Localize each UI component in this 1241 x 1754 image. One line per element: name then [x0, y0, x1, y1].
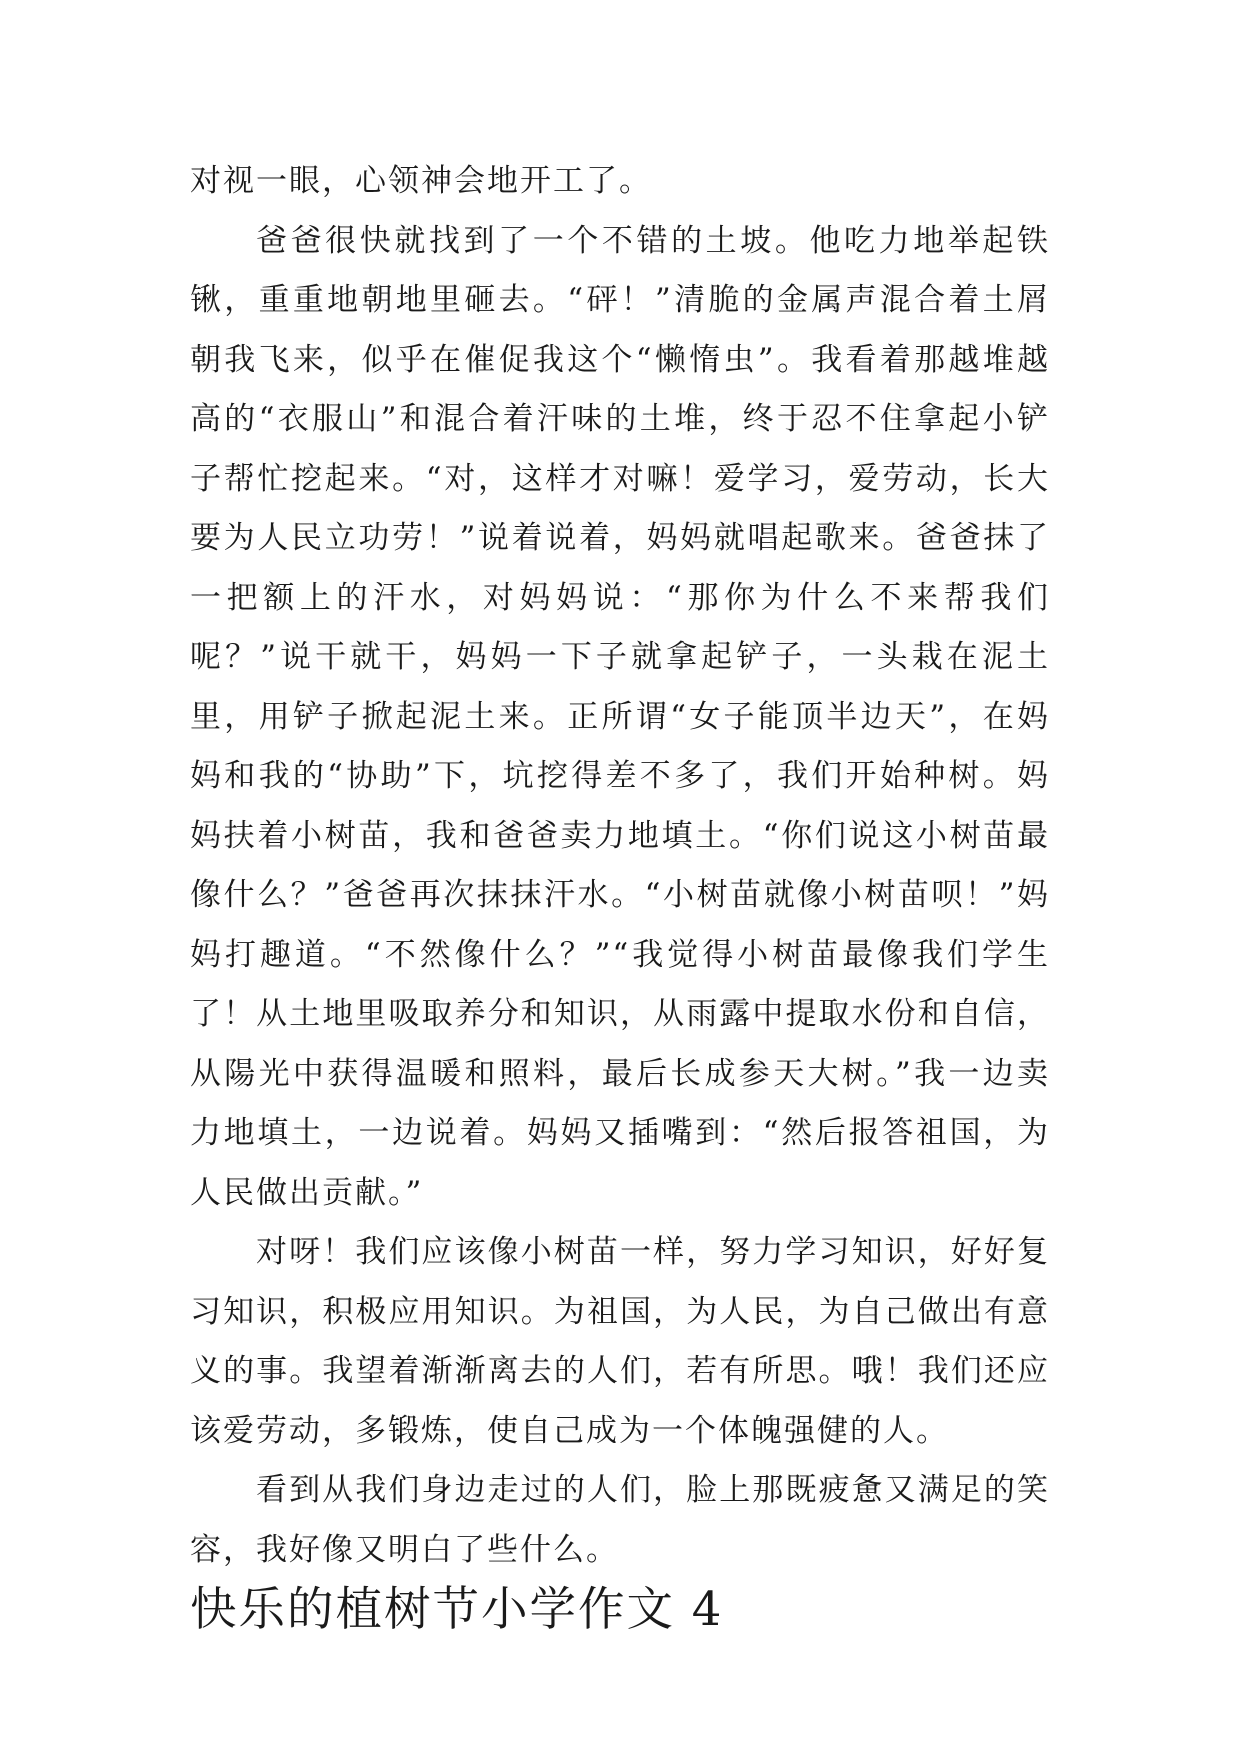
paragraph-2: 爸爸很快就找到了一个不错的土坡。他吃力地举起铁锹，重重地朝地里砸去。“砰！”清脆的金属声混合着土屑朝我飞来，似乎在催促我这个“懒惰虫”。我看着那越堆越高的“衣服山”和混合着汗味的土堆，终于忍不住拿起小铲子帮忙挖起来。“对，这样才对嘛！爱学习，爱劳动，长大要为人民立功劳！”说着说着，妈妈就唱起歌来。爸爸抹了一把额上的汗水，对妈妈说：“那你为什么不来帮我们呢？”说干就干，妈妈一下子就拿起铲子，一头栽在泥土里，用铲子掀起泥土来。正所谓“女子能顶半边天”，在妈妈和我的“协助”下，坑挖得差不多了，我们开始种树。妈妈扶着小树苗，我和爸爸卖力地填土。“你们说这小树苗最像什么？”爸爸再次抹抹汗水。“小树苗就像小树苗呗！”妈妈打趣道。“不然像什么？”“我觉得小树苗最像我们学生了！从土地里吸取养分和知识，从雨露中提取水份和自信，从陽光中获得温暖和照料，最后长成参天大树。”我一边卖力地填土，一边说着。妈妈又插嘴到：“然后报答祖国，为人民做出贡献。”: [190, 222, 1050, 1211]
section-heading: 快乐的植树节小学作文 4: [190, 1582, 724, 1636]
paragraph-3: 对呀！我们应该像小树苗一样，努力学习知识，好好复习知识，积极应用知识。为祖国，为人民，为自己做出有意义的事。我望着渐渐离去的人们，若有所思。哦！我们还应该爱劳动，多锻炼，使自己成为一个体魄强健的人。: [190, 1234, 1050, 1449]
document-body: [190, 152, 1050, 1640]
paragraph-4: 看到从我们身边走过的人们，脸上那既疲惫又满足的笑容，我好像又明白了些什么。: [190, 1472, 1050, 1568]
paragraph-1: 对视一眼，心领神会地开工了。: [190, 163, 652, 199]
